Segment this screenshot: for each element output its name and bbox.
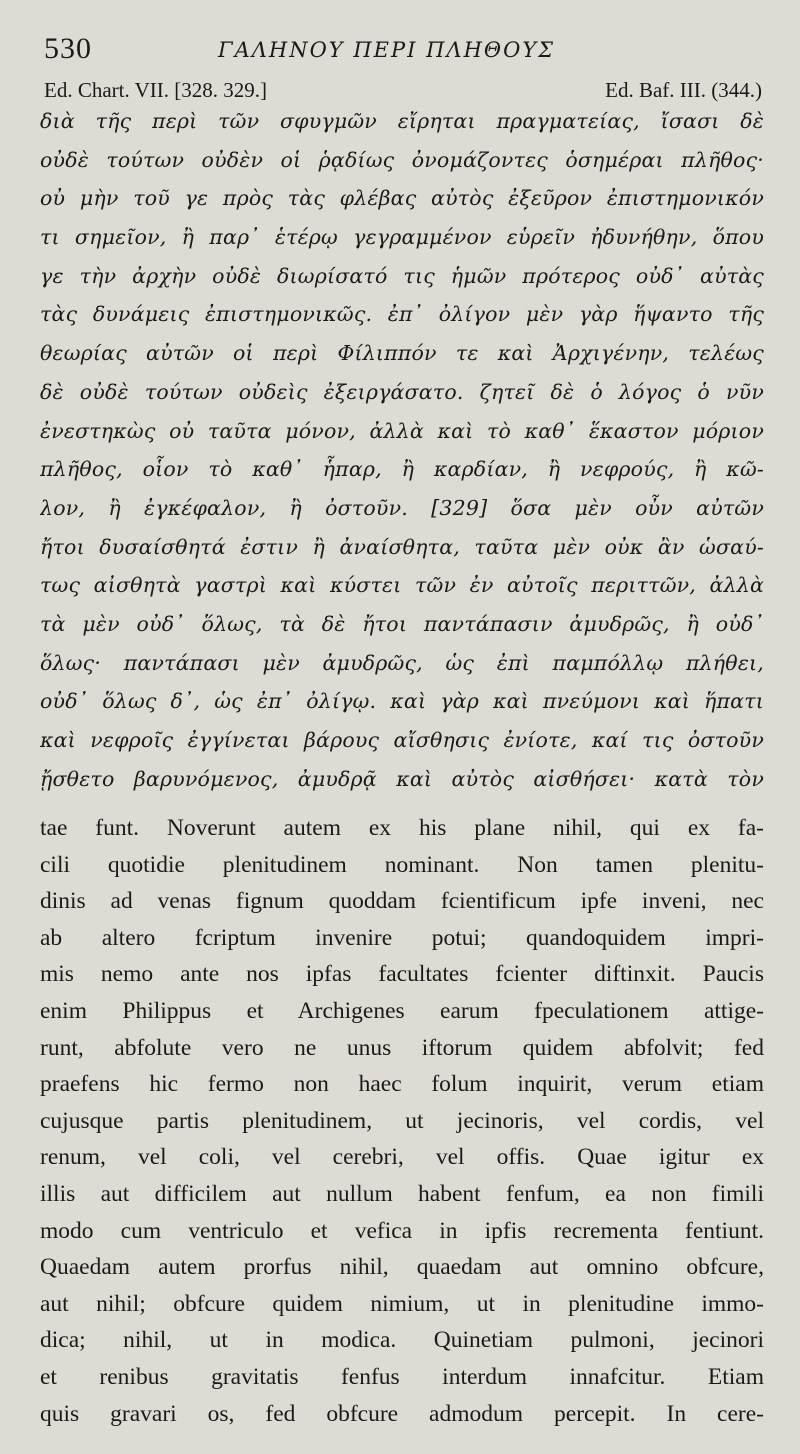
latin-line: illis aut difficilem aut nullum habent fenfum, ea non fimili: [40, 1180, 764, 1207]
greek-line: διὰ τῆς περὶ τῶν σφυγμῶν εἴρηται πραγματείας, ἴσασι δὲ: [40, 109, 764, 133]
greek-line: ᾔσθετο βαρυνόμενος, ἀμυδρᾷ καὶ αὐτὸς αἰσθήσει· κατὰ τὸν: [40, 766, 764, 791]
greek-line: λον, ἢ ἐγκέφαλον, ἢ ὀστοῦν. [329] ὅσα μὲν οὖν αὐτῶν: [40, 495, 764, 520]
edition-reference-basel: Ed. Baf. III. (344.): [605, 78, 762, 102]
greek-line: οὐδὲ τούτων οὐδὲν οἱ ῥᾳδίως ὀνομάζοντες ὁσημέραι πλῆθος·: [40, 147, 764, 172]
latin-text-block: [40, 810, 764, 1432]
edition-reference-chartier: Ed. Chart. VII. [328. 329.]: [44, 78, 267, 102]
latin-line: mis nemo ante nos ipfas facultates fcienter diftinxit. Paucis: [40, 961, 764, 988]
greek-line: ὅλως· παντάπασι μὲν ἀμυδρῶς, ὡς ἐπὶ παμπόλλῳ πλήθει,: [40, 650, 764, 675]
greek-line: ἤτοι δυσαίσθητά ἐστιν ἢ ἀναίσθητα, ταῦτα μὲν οὐκ ἂν ὡσαύ-: [40, 534, 764, 559]
latin-line: Quaedam autem prorfus nihil, quaedam aut omnino obfcure,: [40, 1254, 764, 1281]
greek-line: ἐνεστηκὼς οὐ ταῦτα μόνον, ἀλλὰ καὶ τὸ καθ᾽ ἕκαστον μόριον: [40, 418, 764, 443]
latin-line: cili quotidie plenitudinem nominant. Non tamen plenitu-: [40, 851, 764, 878]
latin-line: modo cum ventriculo et vefica in ipfis recrementa fentiunt.: [40, 1217, 764, 1244]
latin-line: tae funt. Noverunt autem ex his plane nihil, qui ex fa-: [40, 815, 764, 841]
greek-line: τι σημεῖον, ἢ παρ᾽ ἑτέρῳ γεγραμμένον εὑρεῖν ἠδυνήθην, ὅπου: [40, 225, 764, 250]
latin-line: enim Philippus et Archigenes earum fpeculationem attige-: [40, 997, 764, 1024]
greek-line: δὲ οὐδὲ τούτων οὐδεὶς ἐξειργάσατο. ζητεῖ δὲ ὁ λόγος ὁ νῦν: [40, 379, 764, 404]
greek-line: οὐ μὴν τοῦ γε πρὸς τὰς φλέβας αὐτὸς ἐξεῦρον ἐπιστημονικόν: [40, 186, 764, 211]
greek-line: τὰ μὲν οὐδ᾽ ὅλως, τὰ δὲ ἤτοι παντάπασιν ἀμυδρῶς, ἢ οὐδ᾽: [40, 611, 764, 636]
greek-line: τὰς δυνάμεις ἐπιστημονικῶς. ἐπ᾽ ὀλίγον μὲν γὰρ ἥψαντο τῆς: [40, 302, 764, 327]
latin-line: aut nihil; obfcure quidem nimium, ut in plenitudine immo-: [40, 1290, 764, 1317]
edition-references: [40, 68, 764, 102]
latin-line: et renibus gravitatis fenfus interdum innafcitur. Etiam: [40, 1363, 764, 1390]
latin-line: dinis ad venas fignum quoddam fcientificum ipfe inveni, nec: [40, 888, 764, 915]
greek-text-block: [40, 102, 764, 798]
page-number: 530: [44, 32, 92, 65]
latin-line: praefens hic fermo non haec folum inquirit, verum etiam: [40, 1071, 764, 1098]
greek-line: θεωρίας αὐτῶν οἱ περὶ Φίλιππόν τε καὶ Ἀρχιγένην, τελέως: [40, 341, 764, 366]
latin-line: renum, vel coli, vel cerebri, vel offis. Quae igitur ex: [40, 1144, 764, 1171]
running-title: ΓΑΛΗΝΟΥ ΠΕΡΙ ΠΛΗΘΟΥΣ: [218, 38, 556, 62]
latin-line: cujusque partis plenitudinem, ut jecinoris, vel cordis, vel: [40, 1107, 764, 1134]
greek-line: πλῆθος, οἷον τὸ καθ᾽ ἧπαρ, ἢ καρδίαν, ἢ νεφρούς, ἢ κῶ-: [40, 457, 764, 482]
latin-line: runt, abfolute vero ne unus iftorum quidem abfolvit; fed: [40, 1034, 764, 1061]
greek-line: τως αἰσθητὰ γαστρὶ καὶ κύστει τῶν ἐν αὐτοῖς περιττῶν, ἀλλὰ: [40, 573, 764, 598]
latin-line: ab altero fcriptum invenire potui; quandoquidem impri-: [40, 924, 764, 951]
greek-line: καὶ νεφροῖς ἐγγίνεται βάρους αἴσθησις ἐνίοτε, καί τις ὀστοῦν: [40, 728, 764, 752]
greek-line: γε τὴν ἀρχὴν οὐδὲ διωρίσατό τις ἡμῶν πρότερος οὐδ᾽ αὐτὰς: [40, 263, 764, 288]
greek-line: οὐδ᾽ ὅλως δ᾽, ὡς ἐπ᾽ ὀλίγῳ. καὶ γὰρ καὶ πνεύμονι καὶ ἥπατι: [40, 689, 764, 714]
latin-line: dica; nihil, ut in modica. Quinetiam pulmoni, jecinori: [40, 1327, 764, 1354]
latin-line: quis gravari os, fed obfcure admodum percepit. In cere-: [40, 1400, 764, 1427]
running-head: [40, 26, 764, 68]
